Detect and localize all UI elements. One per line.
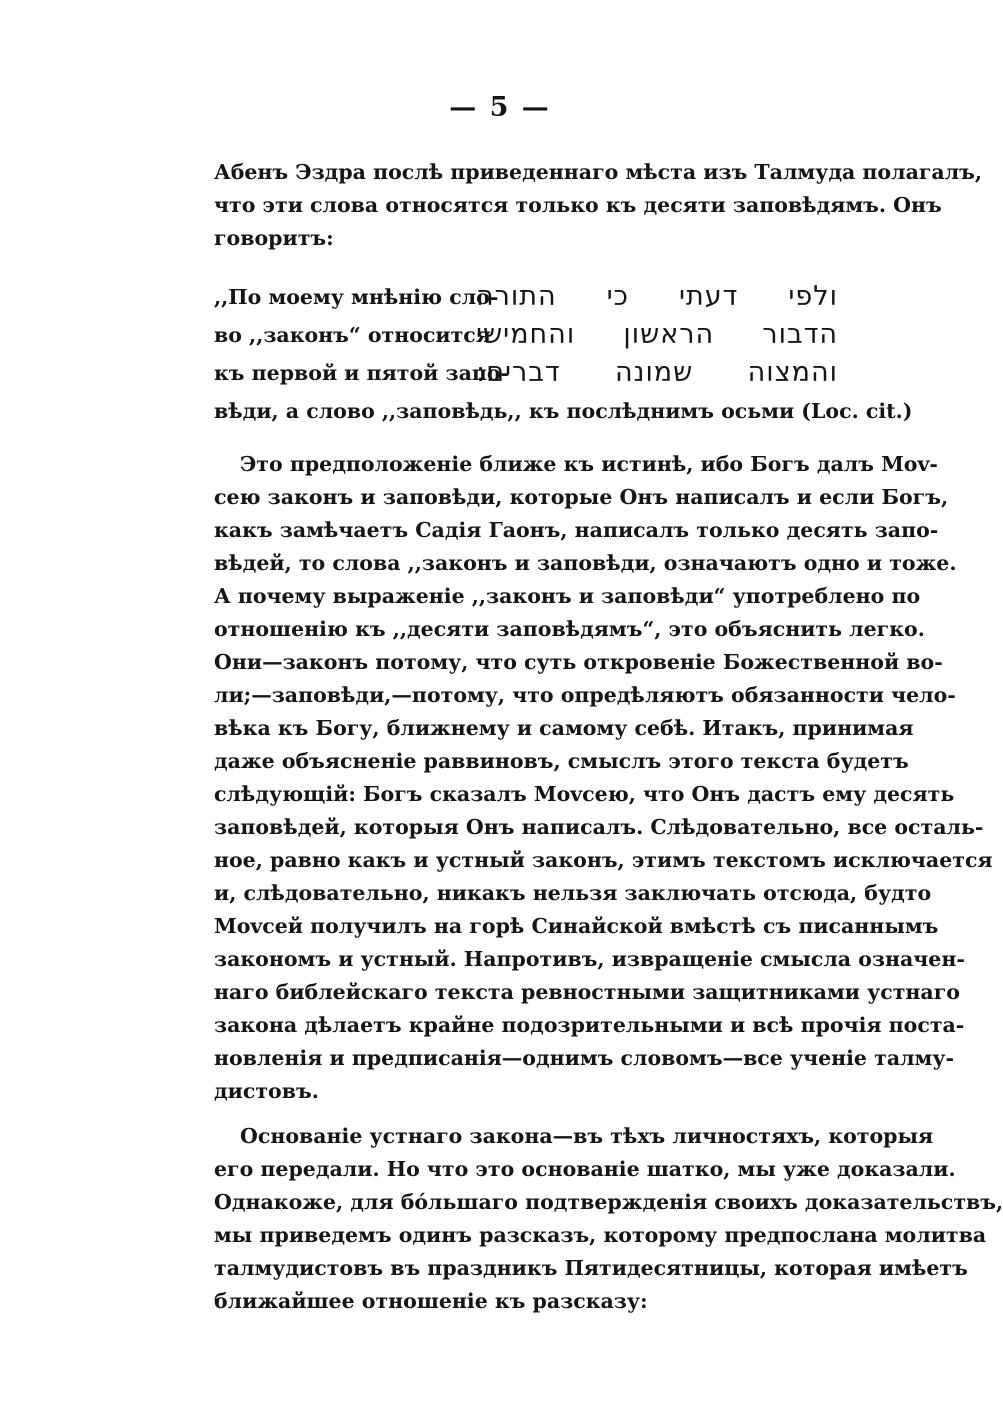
text-line: А почему выраженіе ,,законъ и заповѣди“ употреблено по — [214, 584, 921, 608]
text-line: дистовъ. — [214, 1079, 319, 1103]
translation-line: во ,,законъ“ относится — [214, 323, 491, 347]
text-line: даже объясненіе раввиновъ, смыслъ этого текста будетъ — [214, 749, 909, 773]
translation-line: къ первой и пятой запо- — [214, 361, 510, 385]
hebrew-line: הדבור הראשון והחמישי — [476, 319, 838, 350]
text-line: ное, равно какъ и устный законъ, этимъ текстомъ исключается — [214, 848, 993, 872]
text-line: что эти слова относятся только къ десяти заповѣдямъ. Онъ — [214, 193, 942, 217]
page-number: — 5 — — [449, 92, 551, 123]
text-line: говоритъ: — [214, 226, 334, 250]
text-line: вѣка къ Богу, ближнему и самому себѣ. Итакъ, принимая — [214, 716, 914, 740]
text-line: талмудистовъ въ праздникъ Пятидесятницы, которая имѣетъ — [214, 1256, 968, 1280]
text-line: сею законъ и заповѣди, которые Онъ написалъ и если Богъ, — [214, 485, 949, 509]
text-line: ближайшее отношеніе къ разсказу: — [214, 1289, 648, 1313]
text-line: Это предположеніе ближе къ истинѣ, ибо Богъ далъ Моv- — [240, 452, 938, 476]
text-line: и, слѣдовательно, никакъ нельзя заключать отсюда, будто — [214, 881, 932, 905]
text-line: вѣдей, то слова ,,законъ и заповѣди, означаютъ одно и тоже. — [214, 551, 957, 575]
intro-paragraph — [214, 156, 983, 255]
translation-continuation — [214, 392, 913, 430]
hebrew-line: ולפי דעתי כי התורה — [476, 281, 838, 312]
text-line: новленія и предписанія—однимъ словомъ—все ученіе талму- — [214, 1046, 954, 1070]
translation-line: ,,По моему мнѣнію сло- — [214, 285, 499, 309]
text-line: наго библейскаго текста ревностными защитниками устнаго — [214, 980, 960, 1004]
text-line: закономъ и устный. Напротивъ, извращеніе смысла означен- — [214, 947, 965, 971]
text-line: какъ замѣчаетъ Садія Гаонъ, написалъ только десять запо- — [214, 518, 939, 542]
text-line: Абенъ Эздра послѣ приведеннаго мѣста изъ Талмуда полагалъ, — [214, 160, 983, 184]
text-line: закона дѣлаетъ крайне подозрительными и всѣ прочія поста- — [214, 1013, 965, 1037]
text-line: слѣдующій: Богъ сказалъ Моvсею, что Онъ дастъ ему десять — [214, 782, 955, 806]
text-line: ли;—заповѣди,—потому, что опредѣляютъ обязанности чело- — [214, 683, 956, 707]
russian-translation — [214, 278, 510, 392]
text-line: заповѣдей, которыя Онъ написалъ. Слѣдовательно, все осталь- — [214, 815, 984, 839]
text-line: мы приведемъ одинъ разсказъ, которому предпослана молитва — [214, 1223, 987, 1247]
translation-line: вѣди, а слово ,,заповѣдь,, къ послѣднимъ осьми (Loc. cit.) — [214, 399, 913, 423]
text-line: Моvсей получилъ на горѣ Синайской вмѣстѣ съ писаннымъ — [214, 914, 939, 938]
hebrew-line: והמצוה שמונה דברים: — [476, 357, 838, 388]
second-paragraph — [214, 1120, 1003, 1318]
text-line: отношенію къ ,,десяти заповѣдямъ“, это объяснить легко. — [214, 617, 925, 641]
main-paragraph — [214, 448, 993, 1108]
text-line: Однакоже, для бо́льшаго подтвержденія своихъ доказательствъ, — [214, 1190, 1003, 1214]
hebrew-quote — [476, 278, 838, 392]
bilingual-quote — [214, 278, 913, 423]
text-line: Основаніе устнаго закона—въ тѣхъ личностяхъ, которыя — [240, 1124, 934, 1148]
text-line: Они—законъ потому, что суть откровеніе Божественной во- — [214, 650, 943, 674]
text-line: его передали. Но что это основаніе шатко, мы уже доказали. — [214, 1157, 956, 1181]
